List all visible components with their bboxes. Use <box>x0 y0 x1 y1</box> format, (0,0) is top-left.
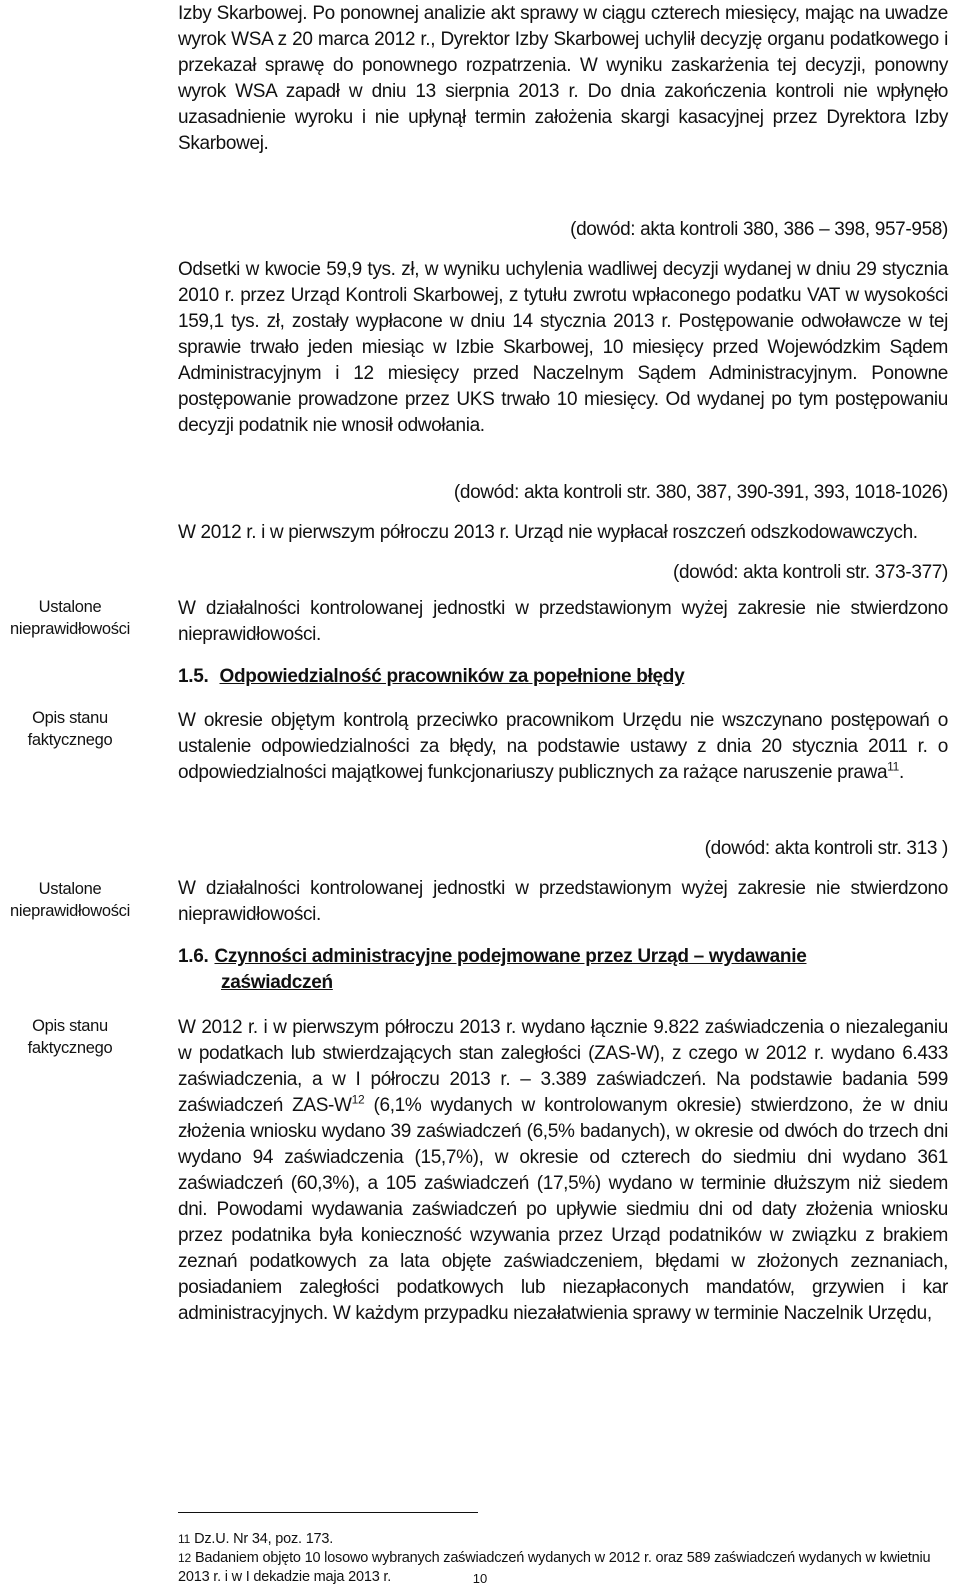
side-note-line: nieprawidłowości <box>10 902 130 920</box>
footnote-ref[interactable]: 11 <box>887 759 899 774</box>
evidence-reference: (dowód: akta kontroli str. 373-377) <box>672 562 948 583</box>
side-note-line: Opis stanu <box>32 709 108 727</box>
side-note-irregularities <box>0 878 140 922</box>
section-title-cont: zaświadczeń <box>221 972 333 993</box>
side-note-line: Ustalone <box>38 880 102 898</box>
footnote-number: 11 <box>178 1532 191 1546</box>
side-note-facts <box>0 707 140 751</box>
section-heading-1-6 <box>178 944 948 996</box>
side-note-irregularities <box>0 596 140 640</box>
paragraph: W 2012 r. i w pierwszym półroczu 2013 r. Urząd nie wypłacał roszczeń odszkodowawczych. <box>178 522 918 543</box>
paragraph-text: W 2012 r. i w pierwszym półroczu 2013 r. wydano łącznie 9.822 zaświadczenia o niezaleganiu w podatkach lub stwierdzających stan zaległości (ZAS-W), z czego w 2012 r. wydano 6.433 zaświadczenia, a w I półroczu 2013 r. – 3.389 zaświadczeń. Na podstawie badania 599 zaświadczeń ZAS-W <box>178 1017 948 1116</box>
section-title: Odpowiedzialność pracowników za popełnione błędy <box>219 666 685 687</box>
footnote <box>178 1530 948 1549</box>
section-number: 1.5. <box>178 666 209 687</box>
paragraph: Izby Skarbowej. Po ponownej analizie akt sprawy w ciągu czterech miesięcy, mając na uwadze wyrok WSA z 20 marca 2012 r., Dyrektor Izby Skarbowej uchylił decyzję organu podatkowego i przekazał sprawę do ponownego rozpatrzenia. W wyniku zaskarżenia tej decyzji, ponowny wyrok WSA zapadł w dniu 13 sierpnia 2013 r. Do dnia zakończenia kontroli nie wpłynęło uzasadnienie wyroku i nie upłynął termin założenia skargi kasacyjnej przez Dyrektora Izby Skarbowej. <box>178 3 948 154</box>
section-number: 1.6. <box>178 946 209 967</box>
paragraph <box>178 708 948 786</box>
side-note-line: Opis stanu <box>32 1017 108 1035</box>
footnote-text: Badaniem objęto 10 losowo wybranych zaświadczeń wydanych w 2012 r. oraz 589 zaświadczeń wydanych w kwietniu 2013 r. i w I dekadzie maja 2013 r. <box>178 1550 931 1585</box>
paragraph-text: W okresie objętym kontrolą przeciwko pracownikom Urzędu nie wszczynano postępowań o ustalenie odpowiedzialności za błędy, na podstawie ustawy z dnia 20 stycznia 2011 r. o odpowiedzialności majątkowej funkcjonariuszy publicznych za rażące naruszenie prawa <box>178 710 948 783</box>
evidence-reference: (dowód: akta kontroli str. 313 ) <box>704 838 948 859</box>
page-number: 10 <box>472 1571 488 1586</box>
heading-line <box>178 944 948 970</box>
side-note-line: faktycznego <box>27 731 113 749</box>
side-note-line: Ustalone <box>38 598 102 616</box>
paragraph <box>178 1015 948 1327</box>
footnote-number: 12 <box>178 1551 191 1565</box>
paragraph-text-cont: (6,1% wydanych w kontrolowanym okresie) stwierdzono, że w dniu złożenia wniosku wydano 39 zaświadczeń (6,5% badanych), w okresie od dwóch do trzech dni wydano 94 zaświadczenia (15,7%), w okresie od czterech do siedmiu dni wydano 361 zaświadczeń (60,3%), a 105 zaświadczeń (17,5%) wydano w terminie dłuższym niż siedem dni. Powodami wydawania zaświadczeń po upływie siedmiu dni od daty złożenia wniosku przez podatnika była konieczność wzywania przez Urząd podatników w związku z brakiem zeznań podatkowych za lata objęte zaświadczeniem, błędami w złożonych zeznaniach, posiadaniem zaległości podatkowych lub niezapłaconych mandatów, grzywien i kar administracyjnych. W każdym przypadku niezałatwienia sprawy w terminie Naczelnik Urzędu, <box>178 1095 948 1324</box>
footnote-text: Dz.U. Nr 34, poz. 173. <box>194 1531 334 1547</box>
paragraph: W działalności kontrolowanej jednostki w przedstawionym wyżej zakresie nie stwierdzono nieprawidłowości. <box>178 878 948 925</box>
section-title: Czynności administracyjne podejmowane przez Urząd – wydawanie <box>214 946 807 967</box>
section-heading-1-5 <box>178 664 948 690</box>
side-note-facts <box>0 1015 140 1059</box>
paragraph-text-end: . <box>898 762 904 783</box>
side-note-line: nieprawidłowości <box>10 620 130 638</box>
evidence-reference: (dowód: akta kontroli str. 380, 387, 390-391, 393, 1018-1026) <box>453 482 948 503</box>
paragraph: Odsetki w kwocie 59,9 tys. zł, w wyniku uchylenia wadliwej decyzji wydanej w dniu 29 stycznia 2010 r. przez Urząd Kontroli Skarbowej, z tytułu zwrotu wpłaconego podatku VAT w wysokości 159,1 tys. zł, zostały wypłacone w dniu 14 stycznia 2013 r. Postępowanie odwoławcze w tej sprawie trwało jeden miesiąc w Izbie Skarbowej, 10 miesięcy przed Wojewódzkim Sądem Administracyjnym i 12 miesięcy przed Naczelnym Sądem Administracyjnym. Ponowne postępowanie prowadzone przez UKS trwało 10 miesięcy. Od wydanej po tym postępowaniu decyzji podatnik nie wnosił odwołania. <box>178 259 948 436</box>
heading-line <box>178 970 948 996</box>
paragraph: W działalności kontrolowanej jednostki w przedstawionym wyżej zakresie nie stwierdzono nieprawidłowości. <box>178 598 948 645</box>
footnote-ref[interactable]: 12 <box>351 1092 365 1107</box>
evidence-reference: (dowód: akta kontroli 380, 386 – 398, 957-958) <box>570 219 948 240</box>
footnote-separator <box>178 1512 478 1513</box>
side-note-line: faktycznego <box>27 1039 113 1057</box>
margin-column <box>0 0 140 1588</box>
section-number-title <box>178 944 806 970</box>
